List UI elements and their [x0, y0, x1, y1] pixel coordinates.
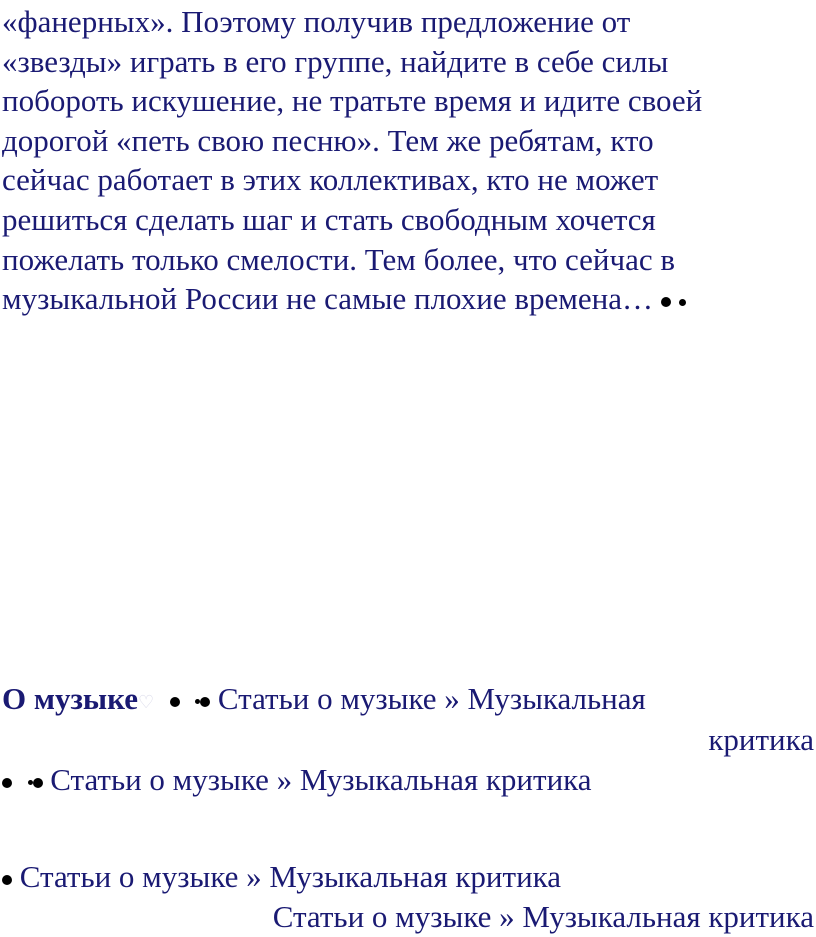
faint-mark-icon: ♡ — [138, 691, 155, 712]
articles-music-critic-link[interactable]: Статьи о музыке » Музыкальная — [217, 681, 646, 716]
music-critic-link[interactable]: критика — [708, 722, 814, 757]
bullet-dot-icon — [661, 297, 671, 307]
article-last-line — [2, 279, 814, 319]
bullet-dot-icon — [33, 778, 43, 788]
footer-row-1-tail — [708, 722, 814, 758]
article-paragraph — [2, 2, 814, 319]
bullet-dot-icon — [28, 780, 33, 785]
articles-music-critic-link[interactable]: Статьи о музыке » Музыкальная критика — [272, 899, 814, 934]
article-line: решиться сделать шаг и стать свободным хочется — [2, 201, 656, 237]
article-line: дорогой «петь свою песню». Тем же ребятам, кто — [2, 122, 654, 158]
footer-row-1 — [2, 681, 646, 720]
article-line: «звезды» играть в его группе, найдите в себе силы — [2, 43, 669, 79]
article-line: побороть искушение, не тратьте время и идите своей — [2, 83, 703, 119]
bullet-dot-icon — [679, 299, 686, 306]
articles-music-critic-link[interactable]: Статьи о музыке » Музыкальная критика — [19, 859, 562, 894]
bullet-dot-icon — [170, 697, 180, 707]
about-music-link[interactable]: О музыке — [2, 681, 138, 716]
footer-row-4 — [273, 899, 814, 935]
footer-row-3 — [2, 859, 561, 895]
article-line: сейчас работает в этих коллективах, кто не может — [2, 162, 659, 198]
bullet-dot-icon — [200, 697, 210, 707]
bullet-dot-icon — [2, 778, 12, 788]
article-line: «фанерных». Поэтому получив предложение от — [2, 4, 631, 39]
footer-row-2 — [2, 762, 592, 798]
articles-music-critic-link[interactable]: Статьи о музыке » Музыкальная критика — [50, 762, 592, 797]
article-line: пожелать только смелости. Тем более, что сейчас в — [2, 241, 675, 277]
article-line: музыкальной России не самые плохие времена… — [2, 281, 653, 317]
bullet-dot-icon — [2, 875, 12, 885]
